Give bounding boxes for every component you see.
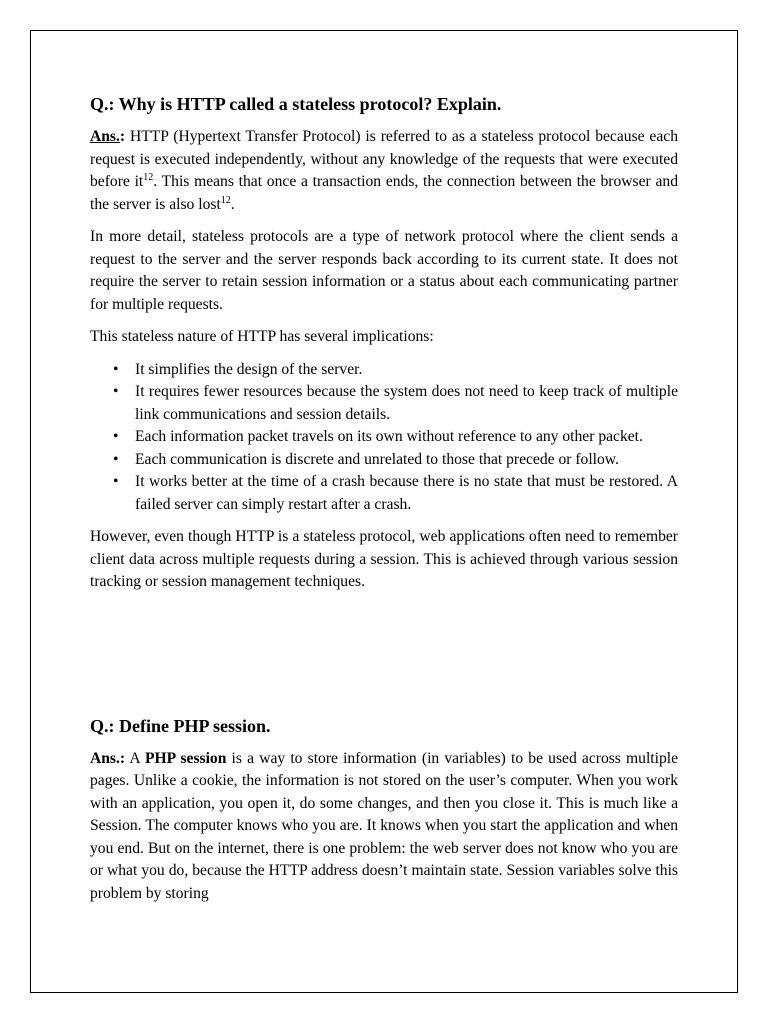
php-session-term: PHP session xyxy=(144,749,227,767)
answer-2-text-pre: A xyxy=(125,749,145,767)
reference-superscript-2: 12 xyxy=(220,194,231,206)
question-1-section xyxy=(90,92,678,594)
list-item: • Each communication is discrete and unrelated to those that precede or follow. xyxy=(135,449,678,472)
answer-2-text-post: is a way to store information (in variables) to be used across multiple pages. Unlike a cookie, the information is not stored on the user’s computer. When you work with an application, you open it, do some changes, and then you close it. This is much like a Session. The computer knows who you are. It knows when you start the application and when you end. But on the internet, there is one problem: the web server does not know who you are or what you do, because the HTTP address doesn’t maintain state. Session variables solve this problem by storing xyxy=(90,749,679,902)
question-2-heading: Q.: Define PHP session. xyxy=(90,715,271,736)
question-1-heading: Q.: Why is HTTP called a stateless protocol? Explain. xyxy=(90,94,502,114)
answer-1-label-colon: : xyxy=(119,128,126,145)
answer-1-text-part-2: . This means that once a transaction ends, the connection between the browser and the server is also lost xyxy=(90,173,679,213)
answer-2-label: Ans.: xyxy=(90,749,126,767)
answer-1-label: Ans. xyxy=(90,128,120,145)
document-content xyxy=(90,92,678,915)
answer-1-paragraph-2: In more detail, stateless protocols are a type of network protocol where the client sends a request to the server and the server responds back according to its current state. It does not require the server to retain session information or a status about each communicating partner for multiple requests. xyxy=(90,228,678,313)
answer-1-paragraph-3: This stateless nature of HTTP has several implications: xyxy=(90,328,434,345)
list-item: • Each information packet travels on its own without reference to any other packet. xyxy=(135,426,678,449)
reference-superscript-1: 12 xyxy=(143,171,154,183)
answer-2-paragraph-1 xyxy=(90,748,678,906)
question-2-section xyxy=(90,714,678,906)
implications-list xyxy=(90,359,678,517)
section-spacer xyxy=(90,604,678,714)
list-item: • It simplifies the design of the server. xyxy=(135,359,678,382)
answer-1-text-part-3: . xyxy=(230,195,235,213)
answer-1-paragraph-1 xyxy=(90,126,678,216)
list-item: • It requires fewer resources because the system does not need to keep track of multiple link communications and session details. xyxy=(135,381,678,426)
answer-1-text-part-1: HTTP (Hypertext Transfer Protocol) is referred to as a stateless protocol because each request is executed independently, without any knowledge of the requests that were executed before it xyxy=(90,128,678,190)
answer-1-paragraph-4: However, even though HTTP is a stateless protocol, web applications often need to remember client data across multiple requests during a session. This is achieved through various session tracking or session management techniques. xyxy=(90,528,678,590)
list-item: • It works better at the time of a crash because there is no state that must be restored. A failed server can simply restart after a crash. xyxy=(135,471,678,516)
